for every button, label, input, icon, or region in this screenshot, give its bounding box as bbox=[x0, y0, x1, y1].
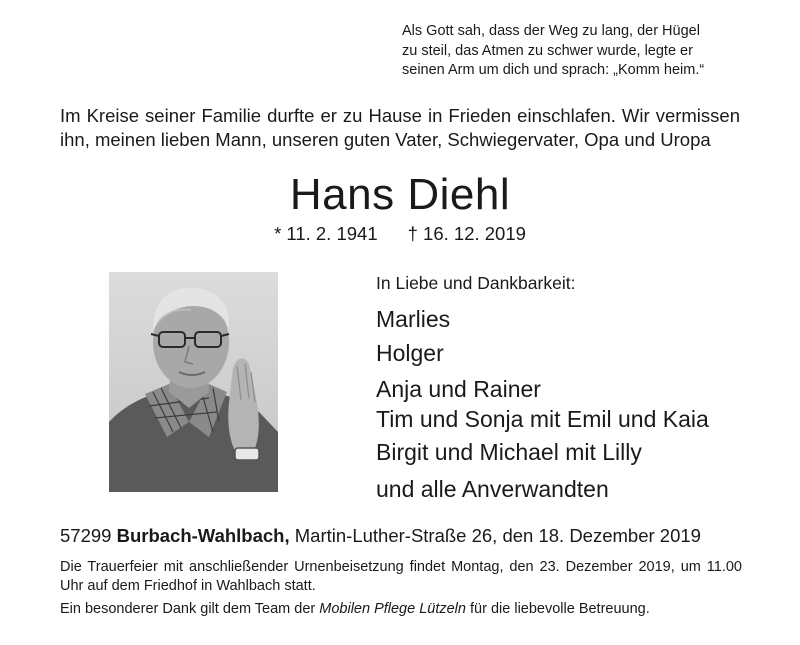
gratitude-text-end: für die liebevolle Betreuung. bbox=[465, 601, 650, 617]
birth-date: * 11. 2. 1941 bbox=[274, 223, 378, 244]
place-name: Burbach-Wahlbach, bbox=[116, 525, 290, 546]
street-and-date: Martin-Luther-Straße 26, den 18. Dezember 2019 bbox=[294, 525, 701, 546]
poem-line: Als Gott sah, dass der Weg zu lang, der Hügel bbox=[402, 23, 700, 39]
poem-line: zu steil, das Atmen zu schwer wurde, legte er bbox=[402, 42, 693, 59]
family-member: Holger bbox=[376, 340, 444, 366]
family-list bbox=[376, 302, 776, 506]
service-notice: Die Trauerfeier mit anschließender Urnenbeisetzung findet Montag, den 23. Dezember 2019, um 11.00 Uhr auf dem Friedhof in Wahlbach statt. bbox=[60, 559, 742, 594]
family-member: Marlies bbox=[376, 306, 451, 332]
family-member: Birgit und Michael mit Lilly bbox=[376, 439, 642, 465]
portrait-photo bbox=[109, 272, 278, 492]
family-member: Tim und Sonja mit Emil und Kaia bbox=[376, 406, 709, 432]
thanks-line: In Liebe und Dankbarkeit: bbox=[376, 273, 576, 293]
death-date: † 16. 12. 2019 bbox=[407, 223, 526, 244]
intro-text: Im Kreise seiner Familie durfte er zu Hause in Frieden einschlafen. Wir vermissen ihn, meinen lieben Mann, unseren guten Vater, Schwiegervater, Opa und Uropa bbox=[60, 105, 740, 150]
life-dates bbox=[0, 222, 800, 246]
deceased-name: Hans Diehl bbox=[289, 170, 511, 219]
family-member: und alle Anverwandten bbox=[376, 476, 609, 502]
address-line bbox=[60, 524, 760, 548]
gratitude-line bbox=[60, 600, 760, 619]
poem-line: seinen Arm um dich und sprach: „Komm heim.“ bbox=[402, 62, 705, 78]
care-organization: Mobilen Pflege Lützeln bbox=[319, 601, 466, 617]
postal-code: 57299 bbox=[60, 525, 112, 546]
memorial-poem bbox=[402, 22, 762, 81]
gratitude-text: Ein besonderer Dank gilt dem Team der bbox=[60, 601, 320, 617]
family-member: Anja und Rainer bbox=[376, 376, 541, 402]
